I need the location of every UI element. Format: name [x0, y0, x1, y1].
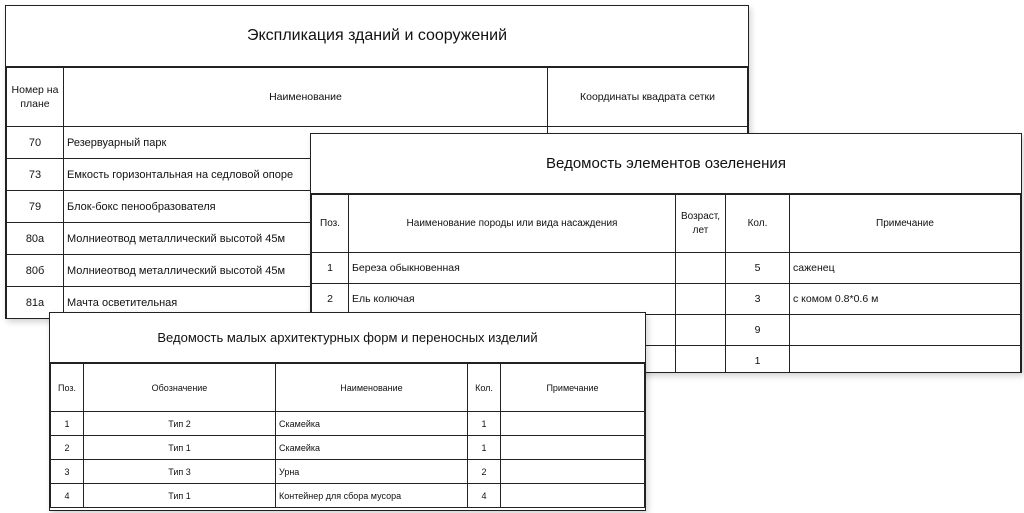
small-forms-table: [50, 363, 645, 508]
row-num: 79: [7, 191, 64, 223]
row-designation: Тип 1: [84, 484, 276, 508]
table-row: [51, 436, 645, 460]
row-note: [790, 346, 1021, 374]
header-pos: Поз.: [312, 195, 349, 253]
row-qty: 1: [468, 412, 501, 436]
row-name: Молниеотвод металлический высотой 45м: [64, 255, 548, 287]
row-note: [790, 315, 1021, 346]
header-qty: Кол.: [726, 195, 790, 253]
row-name: Урна: [276, 460, 468, 484]
row-age: [676, 315, 726, 346]
row-qty: 3: [726, 284, 790, 315]
row-qty: 5: [726, 253, 790, 284]
row-pos: 4: [51, 484, 84, 508]
row-qty: 1: [468, 436, 501, 460]
row-pos: 2: [312, 284, 349, 315]
small-forms-rows: [51, 412, 645, 508]
header-age: Возраст, лет: [676, 195, 726, 253]
header-qty: Кол.: [468, 364, 501, 412]
header-note: Примечание: [790, 195, 1021, 253]
explication-title: Экспликация зданий и сооружений: [6, 6, 748, 67]
header-coords: Координаты квадрата сетки: [548, 68, 748, 127]
row-note: саженец: [790, 253, 1021, 284]
row-pos: 1: [312, 253, 349, 284]
row-qty: 9: [726, 315, 790, 346]
row-name: Молниеотвод металлический высотой 45м: [64, 223, 548, 255]
row-name: Емкость горизонтальная на седловой опоре: [64, 159, 548, 191]
row-name: Скамейка: [276, 436, 468, 460]
header-pos: Поз.: [51, 364, 84, 412]
row-designation: Тип 1: [84, 436, 276, 460]
table-row: [312, 253, 1021, 284]
row-name: Береза обыкновенная: [349, 253, 676, 284]
header-designation: Обозначение: [84, 364, 276, 412]
greening-title: Ведомость элементов озеленения: [311, 134, 1021, 194]
header-name: Наименование: [64, 68, 548, 127]
header-name: Наименование породы или вида насаждения: [349, 195, 676, 253]
row-name: Резервуарный парк: [64, 127, 548, 159]
row-age: [676, 284, 726, 315]
row-num: 70: [7, 127, 64, 159]
row-pos: 2: [51, 436, 84, 460]
row-note: [501, 412, 645, 436]
row-qty: 1: [726, 346, 790, 374]
header-num: Номер на плане: [7, 68, 64, 127]
row-pos: 3: [51, 460, 84, 484]
small-forms-title: Ведомость малых архитектурных форм и переносных изделий: [50, 313, 645, 363]
row-name: Контейнер для сбора мусора: [276, 484, 468, 508]
row-num: 80б: [7, 255, 64, 287]
row-designation: Тип 2: [84, 412, 276, 436]
row-num: 73: [7, 159, 64, 191]
row-qty: 2: [468, 460, 501, 484]
row-note: [501, 460, 645, 484]
row-qty: 4: [468, 484, 501, 508]
row-age: [676, 253, 726, 284]
table-row: [51, 484, 645, 508]
row-name: Мачта осветительная: [64, 287, 548, 319]
row-note: [501, 484, 645, 508]
row-age: [676, 346, 726, 374]
table-row: [312, 284, 1021, 315]
header-note: Примечание: [501, 364, 645, 412]
row-designation: Тип 3: [84, 460, 276, 484]
table-row: [51, 412, 645, 436]
row-note: [501, 436, 645, 460]
row-name: Скамейка: [276, 412, 468, 436]
row-num: 81а: [7, 287, 64, 319]
table-row: [51, 460, 645, 484]
row-name: Ель колючая: [349, 284, 676, 315]
row-name: Блок-бокс пенообразователя: [64, 191, 548, 223]
row-num: 80а: [7, 223, 64, 255]
row-note: с комом 0.8*0.6 м: [790, 284, 1021, 315]
row-pos: 1: [51, 412, 84, 436]
header-name: Наименование: [276, 364, 468, 412]
small-forms-sheet: [49, 312, 646, 511]
